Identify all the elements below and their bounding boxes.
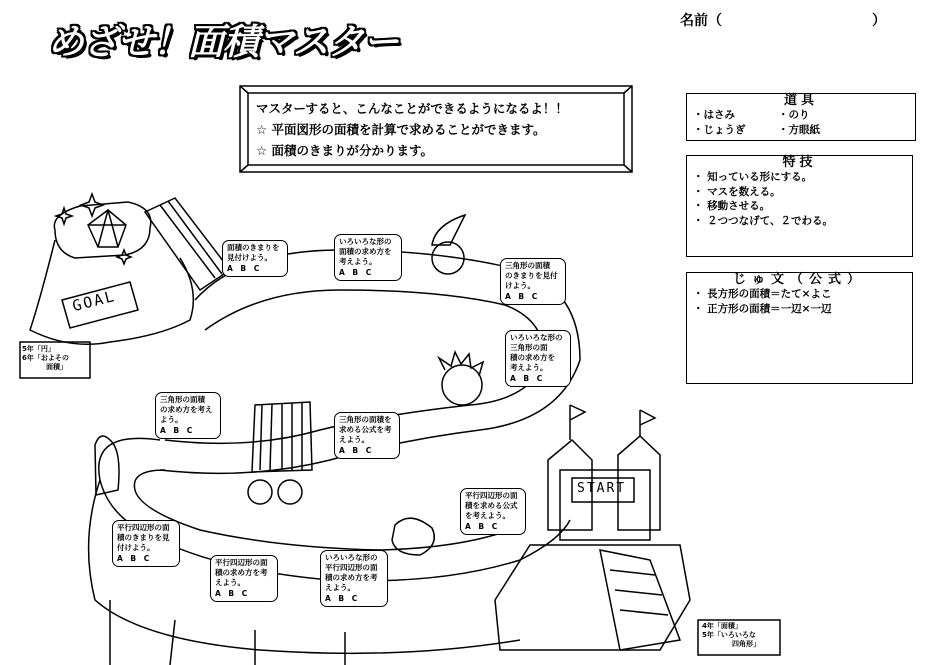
formula-title: じゅ文（公式） [732, 272, 866, 287]
rating-abc[interactable]: A B C [325, 594, 358, 603]
tools-panel [686, 93, 916, 141]
skill-item: ・ 移動させる。 [693, 200, 771, 212]
station-s1[interactable]: 平行四辺形の面 積を求める公式 を考えよう。 A B C [460, 488, 526, 535]
tool-item: ・のり [778, 109, 810, 121]
rating-abc[interactable]: A B C [339, 446, 372, 455]
station-s7[interactable]: いろいろな形の 三角形の面 積の求め方を 考えよう。 A B C [505, 330, 571, 387]
station-s5[interactable]: 三角形の面積 の求め方を考え よう。 A B C [155, 392, 221, 439]
goal-line-1: マスターすると、こんなことができるようになるよ！！ [256, 101, 568, 116]
rating-abc[interactable]: A B C [117, 554, 150, 563]
tool-item: ・はさみ [693, 109, 735, 121]
rating-abc[interactable]: A B C [160, 426, 193, 435]
station-s3[interactable]: 平行四辺形の面 積のきまりを見 付けよう。 A B C [112, 520, 180, 567]
goal-line-2: ☆ 平面図形の面積を計算で求めることができます。 [256, 122, 546, 137]
station-s8[interactable]: 三角形の面積 のきまりを見付 けよう。 A B C [500, 258, 566, 305]
page-title: めざせ！面積マスター [48, 22, 399, 63]
start-note: 4年「面積」 5年「いろいろな 四角形」 [702, 622, 778, 649]
formula-item: ・ 正方形の面積＝一辺×一辺 [693, 303, 832, 315]
station-s2[interactable]: いろいろな形の 平行四辺形の面 積の求め方を考 えよう。 A B C [320, 550, 388, 607]
rating-abc[interactable]: A B C [215, 589, 248, 598]
skill-item: ・ ２つつなげて、２でわる。 [693, 214, 833, 227]
rating-abc[interactable]: A B C [339, 268, 372, 277]
name-field[interactable]: 名前（ ） [680, 13, 886, 29]
skills-panel [686, 155, 913, 257]
name-label: 名前 [680, 13, 708, 29]
station-s9[interactable]: いろいろな形の 面積の求め方を 考えよう。 A B C [334, 234, 402, 281]
rating-abc[interactable]: A B C [227, 264, 260, 273]
goal-line-3: ☆ 面積のきまりが分かります。 [256, 143, 434, 158]
skill-item: ・ マスを数える。 [693, 185, 781, 198]
station-s10[interactable]: 面積のきまりを 見付けよう。 A B C [222, 240, 288, 277]
characters [95, 215, 483, 555]
skill-item: ・ 知っている形にする。 [693, 171, 813, 183]
tool-item: ・方眼紙 [778, 124, 820, 136]
formula-item: ・ 長方形の面積＝たて×よこ [693, 288, 832, 300]
goal-sign: GOAL [70, 286, 118, 316]
formula-panel [686, 272, 913, 384]
station-s6[interactable]: 三角形の面積を 求める公式を考 えよう。 A B C [334, 412, 400, 459]
tools-title: 道具 [783, 93, 818, 108]
start-sign: START [577, 481, 627, 496]
rating-abc[interactable]: A B C [510, 374, 543, 383]
station-s4[interactable]: 平行四辺形の面 積の求め方を考 えよう。 A B C [210, 555, 278, 602]
goal-note: 5年「円」 6年「およその 面積」 [22, 345, 88, 372]
goal-mountain [30, 194, 230, 344]
tool-item: ・じょうぎ [693, 124, 746, 136]
goal-box [240, 86, 630, 170]
skills-title: 特技 [782, 155, 817, 170]
rating-abc[interactable]: A B C [465, 522, 498, 531]
rating-abc[interactable]: A B C [505, 292, 538, 301]
